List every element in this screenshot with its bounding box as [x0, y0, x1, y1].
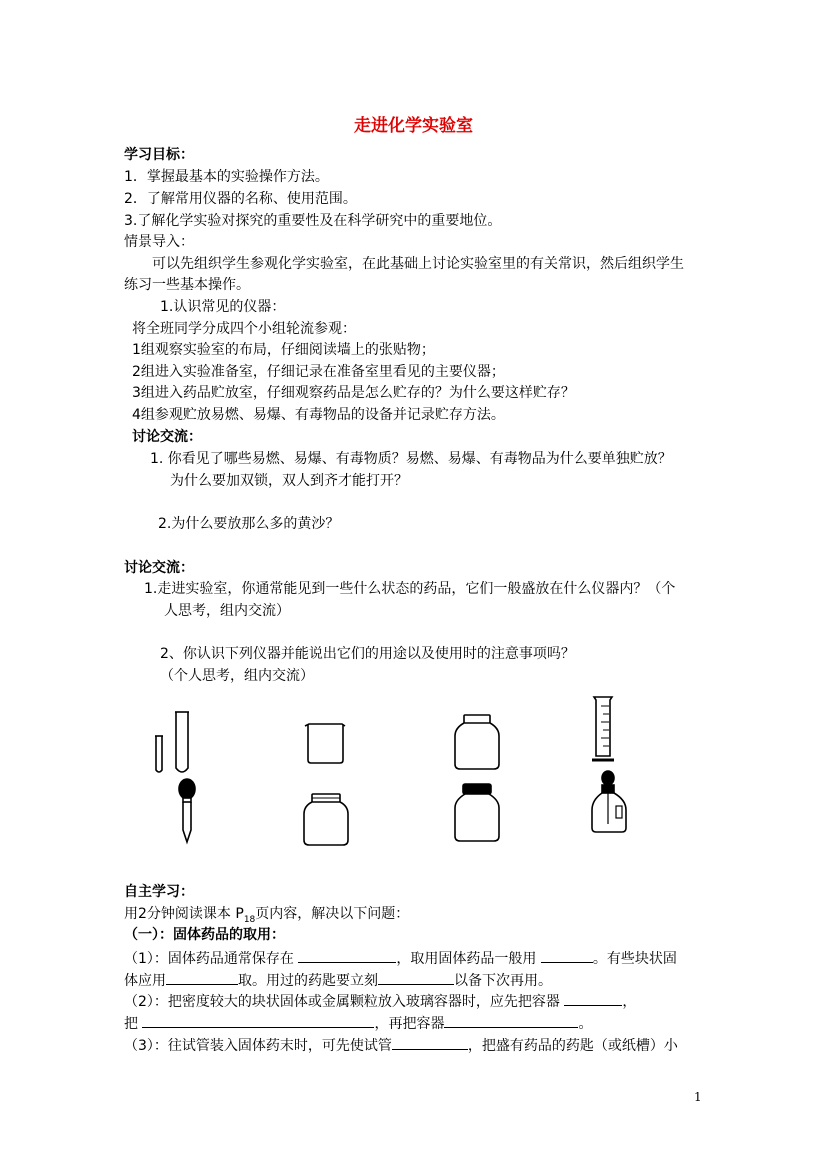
exercise-text: 以备下次再用。: [454, 973, 552, 989]
intro-paragraph-line2: 练习一些基本操作。: [124, 277, 250, 293]
dropper-icon: [174, 778, 200, 844]
exercise-text: ，再把容器: [374, 1016, 445, 1032]
fill-blank[interactable]: [166, 970, 238, 985]
fill-blank[interactable]: [142, 1013, 374, 1028]
intro-heading: 情景导入：: [124, 234, 194, 250]
intro-subheading: 1.认识常见的仪器：: [160, 299, 286, 315]
discussion1-heading: 讨论交流：: [132, 429, 202, 445]
discussion2-heading: 讨论交流：: [124, 560, 194, 576]
exercise-text: ，取用固体药品一般用: [396, 951, 537, 967]
group-item-4: 4组参观贮放易燃、易爆、有毒物品的设备并记录贮存方法。: [132, 407, 505, 423]
test-tubes-icon: [150, 708, 200, 776]
reagent-bottle-icon: [452, 782, 502, 844]
fill-blank[interactable]: [378, 970, 454, 985]
discussion2-q2-line2: （个人思考，组内交流）: [160, 668, 314, 684]
objective-item-1: 1．掌握最基本的实验操作方法。: [124, 169, 329, 185]
dropper-bottle-icon: [590, 770, 630, 836]
discussion2-q1-line2: 人思考，组内交流）: [164, 603, 290, 619]
fill-blank[interactable]: [444, 1013, 578, 1028]
discussion1-q2: 2.为什么要放那么多的黄沙？: [158, 516, 340, 532]
group-item-3: 3组进入药品贮放室，仔细观察药品是怎么贮存的？为什么要这样贮存？: [132, 385, 575, 401]
exercise-text: 体应用: [124, 973, 166, 989]
intro-paragraph-line1: 可以先组织学生参观化学实验室，在此基础上讨论实验室里的有关常识，然后组织学生: [152, 256, 684, 272]
exercise-1-line1: [124, 948, 677, 968]
page-subscript: 18: [243, 914, 256, 925]
discussion1-q1-line2: 为什么要加双锁，双人到齐才能打开？: [170, 473, 408, 489]
exercise-2-line1: [124, 991, 636, 1011]
beaker-icon: [302, 720, 348, 766]
instruction-text: 用2分钟阅读课本 P: [124, 906, 244, 922]
page-number: 1: [694, 1090, 702, 1104]
exercise-text: （2）：把密度较大的块状固体或金属颗粒放入玻璃容器时，应先把容器: [124, 994, 560, 1010]
fill-blank[interactable]: [392, 1035, 468, 1050]
group-intro: 将全班同学分成四个小组轮流参观：: [132, 321, 356, 337]
exercise-text: （3）：往试管装入固体药末时，可先使试管: [124, 1038, 392, 1054]
fill-blank[interactable]: [564, 991, 622, 1006]
exercise-1-line2: [124, 970, 552, 990]
exercise-text: 。: [578, 1016, 593, 1032]
exercise-text: 。有些块状固: [592, 951, 677, 967]
objectives-heading: 学习目标：: [124, 147, 194, 163]
exercise-text: 把: [124, 1016, 138, 1032]
graduated-cylinder-icon: [590, 694, 618, 766]
instruction-text-end: 页内容，解决以下问题：: [255, 906, 410, 922]
section1-heading: （一）：固体药品的取用：: [124, 927, 285, 943]
exercise-text: ，: [622, 994, 637, 1010]
exercise-3-line1: [124, 1035, 678, 1055]
discussion2-q1-line1: 1.走进实验室，你通常能见到一些什么状态的药品，它们一般盛放在什么仪器内？（个: [144, 581, 676, 597]
exercise-2-line2: [124, 1013, 592, 1033]
discussion1-q1-line1: 1. 你看见了哪些易燃、易爆、有毒物质？易燃、易爆、有毒物品为什么要单独贮放？: [150, 451, 672, 467]
page-title: 走进化学实验室: [354, 116, 473, 136]
discussion2-q2-line1: 2、你认识下列仪器并能说出它们的用途以及使用时的注意事项吗？: [160, 646, 575, 662]
exercise-text: （1）：固体药品通常保存在: [124, 951, 294, 967]
exercise-text: 取。用过的药匙要立刻: [238, 973, 378, 989]
objective-item-2: 2．了解常用仪器的名称、使用范围。: [124, 191, 357, 207]
wide-mouth-bottle-icon: [452, 712, 502, 772]
fill-blank[interactable]: [298, 948, 396, 963]
narrow-mouth-bottle-icon: [300, 792, 352, 848]
group-item-1: 1组观察实验室的布局，仔细阅读墙上的张贴物；: [132, 342, 435, 358]
objective-item-3: 3.了解化学实验对探究的重要性及在科学研究中的重要地位。: [124, 213, 502, 229]
exercise-text: ，把盛有药品的药匙（或纸槽）小: [467, 1038, 678, 1054]
fill-blank[interactable]: [541, 948, 593, 963]
self-study-heading: 自主学习：: [124, 884, 194, 900]
group-item-2: 2组进入实验准备室，仔细记录在准备室里看见的主要仪器；: [132, 364, 505, 380]
